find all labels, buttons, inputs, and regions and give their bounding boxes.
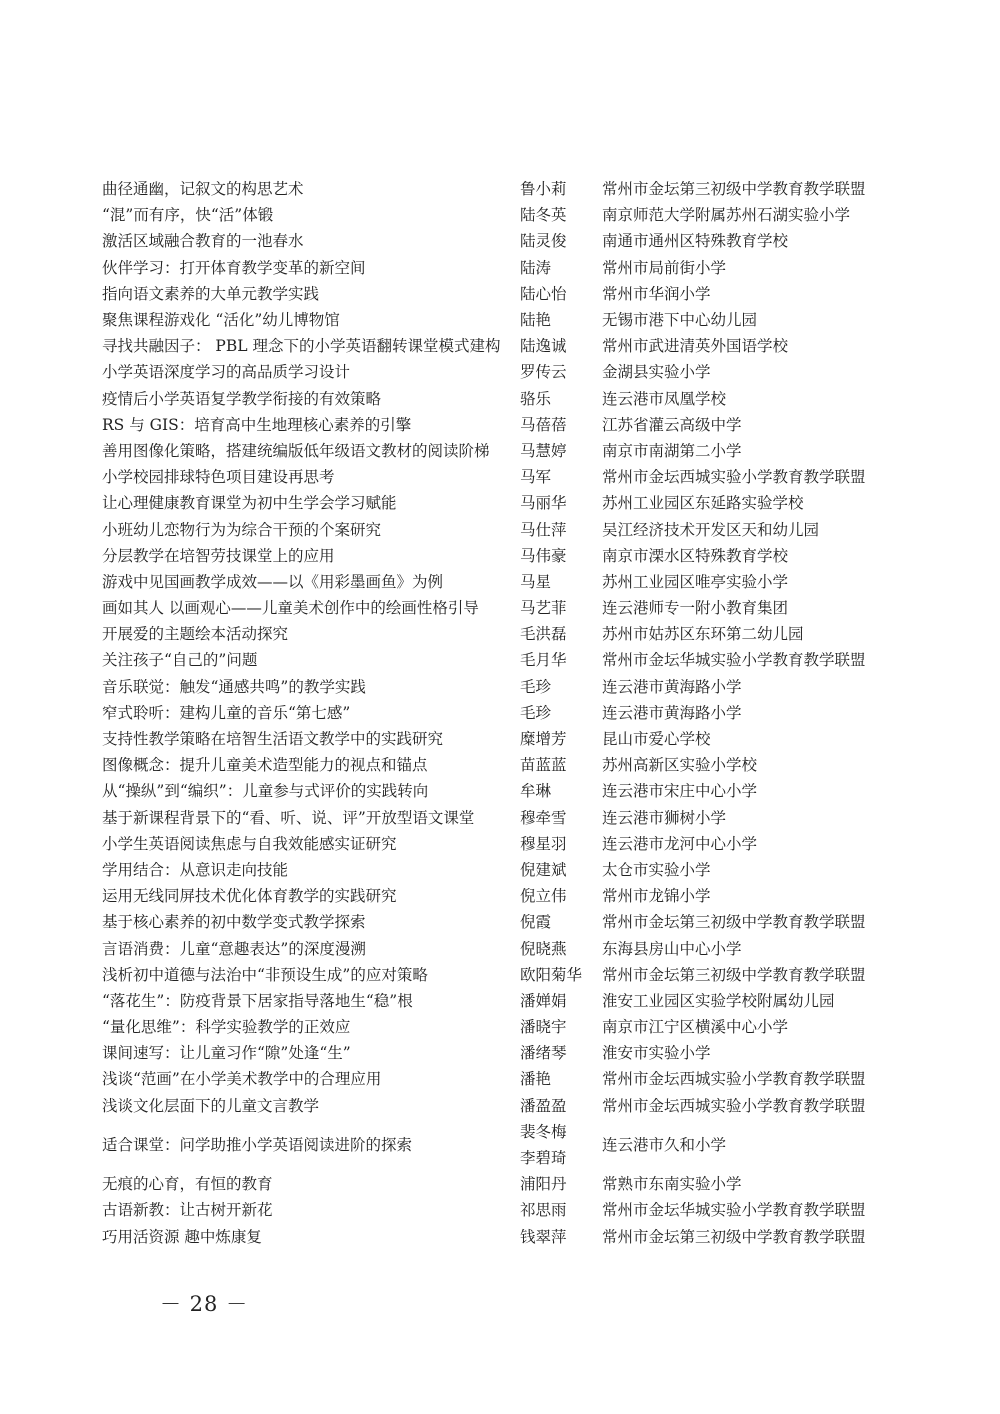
author-cell <box>520 386 602 412</box>
school-name: 连云港市狮树小学 <box>602 808 727 827</box>
author-name: 马丽华 <box>520 494 567 513</box>
paper-title: 曲径通幽，记叙文的构思艺术 <box>102 180 304 199</box>
author-name: 潘婵娟 <box>520 991 567 1010</box>
paper-title: 疫情后小学英语复学教学衔接的有效策略 <box>102 389 382 408</box>
school-name: 淮安市实验小学 <box>602 1044 711 1063</box>
author-cell <box>520 1171 602 1197</box>
school-name: 连云港市龙河中心小学 <box>602 834 758 853</box>
school-name: 常州市金坛西城实验小学教育教学联盟 <box>602 1096 866 1115</box>
author-name: 陆冬英 <box>520 206 567 225</box>
table-row <box>102 569 882 595</box>
school-name: 太仓市实验小学 <box>602 860 711 879</box>
school-name: 吴江经济技术开发区天和幼儿园 <box>602 520 820 539</box>
author-name: 陆涛 <box>520 258 552 277</box>
school-name: 淮安工业园区实验学校附属幼儿园 <box>602 991 835 1010</box>
paper-title: “混”而有序，快“活”体锻 <box>102 206 274 225</box>
author-name: 陆艳 <box>520 311 552 330</box>
table-row <box>102 228 882 254</box>
paper-title: 小学生英语阅读焦虑与自我效能感实证研究 <box>102 834 397 853</box>
author-name: 欧阳菊华 <box>520 965 583 984</box>
page-number: － 28 － <box>160 1292 249 1316</box>
table-row <box>102 1224 882 1250</box>
author-cell <box>520 831 602 857</box>
author-cell <box>520 412 602 438</box>
author-name: 钱翠萍 <box>520 1227 567 1246</box>
author-name: 毛月华 <box>520 651 567 670</box>
author-cell <box>520 726 602 752</box>
author-cell <box>520 1224 602 1250</box>
author-cell <box>520 1066 602 1092</box>
author-name: 苗蓝蓝 <box>520 756 567 775</box>
school-name: 连云港市宋庄中心小学 <box>602 782 758 801</box>
paper-title: 游戏中见国画教学成效——以《用彩墨画鱼》为例 <box>102 572 444 591</box>
table-row <box>102 935 882 961</box>
school-name: 苏州工业园区唯亭实验小学 <box>602 572 789 591</box>
author-cell <box>520 1197 602 1223</box>
author-cell <box>520 962 602 988</box>
author-name: 陆心怡 <box>520 284 567 303</box>
school-name: 常州市金坛西城实验小学教育教学联盟 <box>602 468 866 487</box>
author-name: 穆星羽 <box>520 834 567 853</box>
school-name: 常州市金坛第三初级中学教育教学联盟 <box>602 965 866 984</box>
author-name: 毛珍 <box>520 703 552 722</box>
paper-title: 学用结合：从意识走向技能 <box>102 860 289 879</box>
author-cell <box>520 333 602 359</box>
author-cell <box>520 176 602 202</box>
table-row <box>102 1066 882 1092</box>
author-cell <box>520 517 602 543</box>
paper-title: 伙伴学习：打开体育教学变革的新空间 <box>102 258 366 277</box>
author-cell <box>520 857 602 883</box>
paper-title: 浅谈文化层面下的儿童文言教学 <box>102 1096 320 1115</box>
table-row <box>102 700 882 726</box>
paper-title: “量化思维”：科学实验教学的正效应 <box>102 1018 351 1037</box>
school-name: 连云港市黄海路小学 <box>602 677 742 696</box>
author-cell <box>520 1040 602 1066</box>
school-name: 南通市通州区特殊教育学校 <box>602 232 789 251</box>
table-row <box>102 281 882 307</box>
author-name: 倪晓燕 <box>520 939 567 958</box>
author-cell <box>520 438 602 464</box>
table-row <box>102 778 882 804</box>
table-row <box>102 621 882 647</box>
paper-title: 运用无线同屏技术优化体育教学的实践研究 <box>102 887 397 906</box>
table-row <box>102 752 882 778</box>
author-name: 鲁小莉 <box>520 180 567 199</box>
paper-title: 开展爱的主题绘本活动探究 <box>102 625 289 644</box>
author-cell <box>520 1093 602 1119</box>
author-cell <box>520 988 602 1014</box>
table-row <box>102 1197 882 1223</box>
school-name: 江苏省灌云高级中学 <box>602 415 742 434</box>
author-cell <box>520 490 602 516</box>
author-name: 牟琳 <box>520 782 552 801</box>
paper-title: 画如其人 以画观心——儿童美术创作中的绘画性格引导 <box>102 599 479 618</box>
author-name: 陆灵俊 <box>520 232 567 251</box>
author-cell <box>520 307 602 333</box>
school-name: 南京市江宁区横溪中心小学 <box>602 1018 789 1037</box>
table-row <box>102 988 882 1014</box>
author-cell <box>520 228 602 254</box>
table-row <box>102 412 882 438</box>
paper-title: RS 与 GIS：培育高中生地理核心素养的引擎 <box>102 415 412 434</box>
paper-title: 基于新课程背景下的“看、听、说、评”开放型语文课堂 <box>102 808 475 827</box>
paper-title: 图像概念：提升儿童美术造型能力的视点和锚点 <box>102 756 428 775</box>
author-cell <box>520 543 602 569</box>
school-name: 苏州市姑苏区东环第二幼儿园 <box>602 625 804 644</box>
author-cell <box>520 255 602 281</box>
author-cell <box>520 1119 602 1171</box>
author-cell <box>520 700 602 726</box>
school-name: 南京市溧水区特殊教育学校 <box>602 546 789 565</box>
school-name: 常州市金坛华城实验小学教育教学联盟 <box>602 1201 866 1220</box>
author-name: 马慧婷 <box>520 441 567 460</box>
table-row <box>102 202 882 228</box>
table-row <box>102 883 882 909</box>
author-cell <box>520 595 602 621</box>
school-name: 金湖县实验小学 <box>602 363 711 382</box>
table-row <box>102 726 882 752</box>
school-name: 常州市局前街小学 <box>602 258 727 277</box>
author-name: 马蓓蓓 <box>520 415 567 434</box>
paper-title: 小学英语深度学习的高品质学习设计 <box>102 363 351 382</box>
author-name: 祁思雨 <box>520 1201 567 1220</box>
author-cell <box>520 569 602 595</box>
school-name: 无锡市港下中心幼儿园 <box>602 311 758 330</box>
award-list-table <box>102 176 882 1250</box>
author-name: 倪霞 <box>520 913 552 932</box>
paper-title: 基于核心素养的初中数学变式教学探索 <box>102 913 366 932</box>
table-row <box>102 857 882 883</box>
school-name: 常州市金坛华城实验小学教育教学联盟 <box>602 651 866 670</box>
school-name: 常州市金坛第三初级中学教育教学联盟 <box>602 913 866 932</box>
table-row <box>102 255 882 281</box>
author-name: 马仕萍 <box>520 520 567 539</box>
school-name: 连云港市久和小学 <box>602 1135 727 1154</box>
table-row <box>102 674 882 700</box>
table-row <box>102 516 882 542</box>
school-name: 常州市金坛第三初级中学教育教学联盟 <box>602 180 866 199</box>
author-name: 马星 <box>520 572 552 591</box>
author-name: 倪建斌 <box>520 860 567 879</box>
author-cell <box>520 202 602 228</box>
school-name: 连云港市凤凰学校 <box>602 389 727 408</box>
table-row <box>102 438 882 464</box>
author-cell <box>520 778 602 804</box>
author-name: 毛珍 <box>520 677 552 696</box>
table-row <box>102 595 882 621</box>
paper-title: 窄式聆听：建构儿童的音乐“第七感” <box>102 703 351 722</box>
paper-title: 分层教学在培智劳技课堂上的应用 <box>102 546 335 565</box>
author-cell <box>520 936 602 962</box>
paper-title: 浅析初中道德与法治中“非预设生成”的应对策略 <box>102 965 428 984</box>
paper-title: 浅谈“范画”在小学美术教学中的合理应用 <box>102 1070 382 1089</box>
author-cell <box>520 674 602 700</box>
paper-title: 激活区域融合教育的一池春水 <box>102 232 304 251</box>
author-cell <box>520 1014 602 1040</box>
table-row <box>102 490 882 516</box>
school-name: 东海县房山中心小学 <box>602 939 742 958</box>
school-name: 常州市龙锦小学 <box>602 887 711 906</box>
author-name: 潘盈盈 <box>520 1096 567 1115</box>
school-name: 南京市南湖第二小学 <box>602 441 742 460</box>
school-name: 苏州工业园区东延路实验学校 <box>602 494 804 513</box>
paper-title: 寻找共融因子： PBL 理念下的小学英语翻转课堂模式建构 <box>102 337 501 356</box>
author-name: 倪立伟 <box>520 887 567 906</box>
paper-title: 适合课堂：问学助推小学英语阅读进阶的探索 <box>102 1135 413 1154</box>
school-name: 常州市武进清英外国语学校 <box>602 337 789 356</box>
table-row <box>102 1014 882 1040</box>
school-name: 连云港市黄海路小学 <box>602 703 742 722</box>
author-name: 潘艳 <box>520 1070 552 1089</box>
author-name: 陆逸诚 <box>520 337 567 356</box>
author-name: 骆乐 <box>520 389 552 408</box>
school-name: 常州市华润小学 <box>602 284 711 303</box>
paper-title: 音乐联觉：触发“通感共鸣”的教学实践 <box>102 677 366 696</box>
author-cell <box>520 805 602 831</box>
author-name: 李碧琦 <box>520 1148 567 1167</box>
table-row <box>102 359 882 385</box>
table-row <box>102 831 882 857</box>
table-row <box>102 1171 882 1197</box>
author-name: 穆牵雪 <box>520 808 567 827</box>
author-cell <box>520 752 602 778</box>
paper-title: 从“操纵”到“编织”：儿童参与式评价的实践转向 <box>102 782 429 801</box>
school-name: 常州市金坛第三初级中学教育教学联盟 <box>602 1227 866 1246</box>
author-cell <box>520 909 602 935</box>
table-row <box>102 909 882 935</box>
school-name: 南京师范大学附属苏州石湖实验小学 <box>602 206 851 225</box>
table-row <box>102 1040 882 1066</box>
paper-title: 古语新教：让古树开新花 <box>102 1201 273 1220</box>
paper-title: “落花生”：防疫背景下居家指导落地生“稳”根 <box>102 991 413 1010</box>
author-cell <box>520 647 602 673</box>
paper-title: 巧用活资源 趣中炼康复 <box>102 1227 262 1246</box>
table-row <box>102 176 882 202</box>
author-cell <box>520 621 602 647</box>
author-name: 潘绪琴 <box>520 1044 567 1063</box>
table-row <box>102 805 882 831</box>
school-name: 昆山市爱心学校 <box>602 730 711 749</box>
author-name: 马军 <box>520 468 552 487</box>
paper-title: 小班幼儿恋物行为为综合干预的个案研究 <box>102 520 382 539</box>
paper-title: 课间速写：让儿童习作“隙”处逢“生” <box>102 1044 351 1063</box>
paper-title: 指向语文素养的大单元教学实践 <box>102 284 320 303</box>
paper-title: 聚焦课程游戏化 “活化”幼儿博物馆 <box>102 311 340 330</box>
paper-title: 关注孩子“自己的”问题 <box>102 651 258 670</box>
author-name: 潘晓宇 <box>520 1018 567 1037</box>
school-name: 苏州高新区实验小学校 <box>602 756 758 775</box>
table-row <box>102 543 882 569</box>
author-cell <box>520 359 602 385</box>
school-name: 连云港师专一附小教育集团 <box>602 599 789 618</box>
author-cell <box>520 281 602 307</box>
author-name: 浦阳丹 <box>520 1175 567 1194</box>
author-cell <box>520 464 602 490</box>
paper-title: 善用图像化策略，搭建统编版低年级语文教材的阅读阶梯 <box>102 441 490 460</box>
author-name: 毛洪磊 <box>520 625 567 644</box>
author-name: 糜增芳 <box>520 730 567 749</box>
school-name: 常熟市东南实验小学 <box>602 1175 742 1194</box>
table-row <box>102 1119 882 1171</box>
paper-title: 小学校园排球特色项目建设再思考 <box>102 468 335 487</box>
paper-title: 无痕的心育，有恒的教育 <box>102 1175 273 1194</box>
paper-title: 让心理健康教育课堂为初中生学会学习赋能 <box>102 494 397 513</box>
table-row <box>102 333 882 359</box>
paper-title: 支持性教学策略在培智生活语文教学中的实践研究 <box>102 730 444 749</box>
table-row <box>102 962 882 988</box>
table-row <box>102 647 882 673</box>
author-name: 裴冬梅 <box>520 1122 567 1141</box>
author-name: 罗传云 <box>520 363 567 382</box>
author-name: 马伟豪 <box>520 546 567 565</box>
table-row <box>102 307 882 333</box>
paper-title: 言语消费：儿童“意趣表达”的深度漫溯 <box>102 939 366 958</box>
table-row <box>102 1093 882 1119</box>
table-row <box>102 386 882 412</box>
table-row <box>102 464 882 490</box>
author-name: 马艺菲 <box>520 599 567 618</box>
author-cell <box>520 883 602 909</box>
school-name: 常州市金坛西城实验小学教育教学联盟 <box>602 1070 866 1089</box>
